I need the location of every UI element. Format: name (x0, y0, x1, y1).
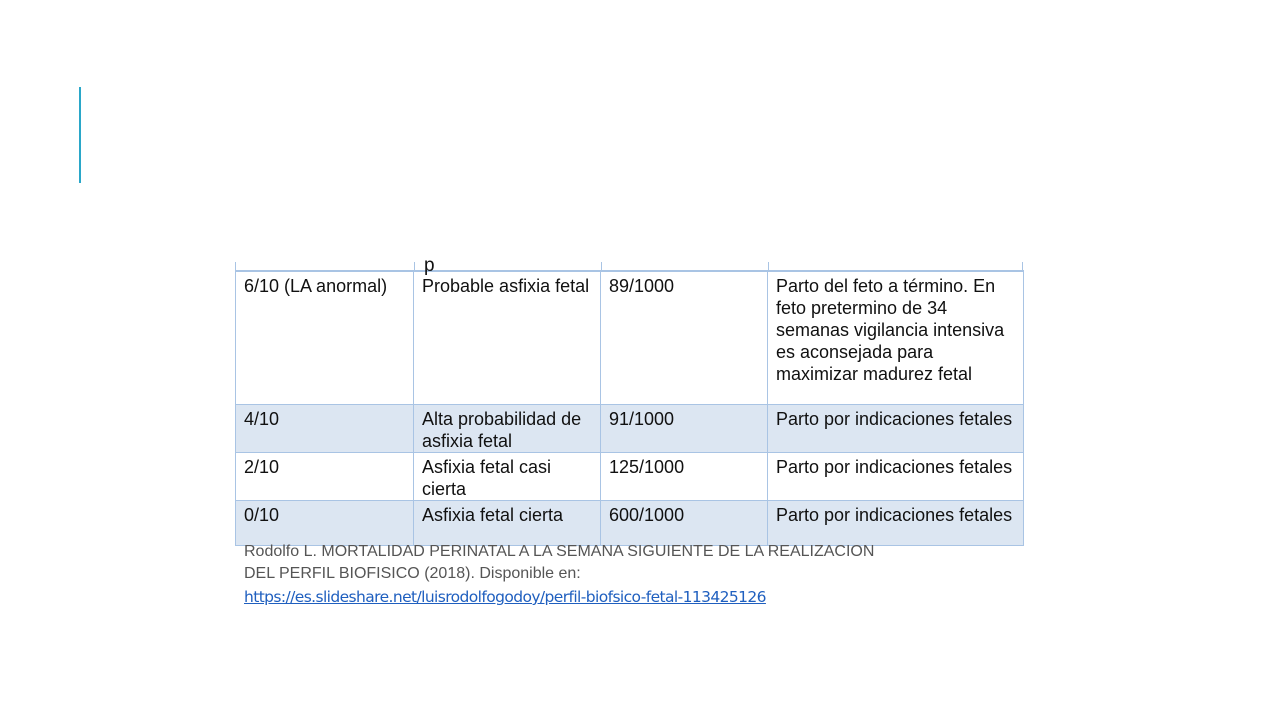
table-row (236, 452, 1024, 500)
mortality-cell: 125/1000 (601, 452, 768, 500)
table-row (236, 404, 1024, 452)
table-row (236, 500, 1024, 545)
management-cell: Parto por indicaciones fetales (768, 452, 1024, 500)
mortality-cell: 600/1000 (601, 500, 768, 545)
interpretation-cell: Asfixia fetal casi cierta (414, 452, 601, 500)
citation-line: Rodolfo L. MORTALIDAD PERINATAL A LA SEMANA SIGUIENTE DE LA REALIZACION (244, 543, 875, 560)
mortality-cell: 91/1000 (601, 404, 768, 452)
cropped-text-fragment: p (424, 255, 435, 276)
accent-bar (79, 87, 81, 183)
score-cell: 4/10 (236, 404, 414, 452)
management-cell: Parto por indicaciones fetales (768, 404, 1024, 452)
management-cell: Parto por indicaciones fetales (768, 500, 1024, 545)
score-cell: 6/10 (LA anormal) (236, 271, 414, 404)
cell-divider (601, 262, 602, 270)
cropped-top-row (235, 255, 1023, 276)
cell-divider (414, 262, 415, 270)
cell-divider (768, 262, 769, 270)
source-link[interactable]: https://es.slideshare.net/luisrodolfogodoy/perfil-biofsico-fetal-113425126 (244, 588, 766, 606)
management-cell: Parto del feto a término. En feto pretermino de 34 semanas vigilancia intensiva es aconsejada para maximizar madurez fetal (768, 271, 1024, 404)
score-cell: 0/10 (236, 500, 414, 545)
table-row (236, 271, 1024, 404)
citation-line: DEL PERFIL BIOFISICO (2018). Disponible en: (244, 565, 581, 582)
mortality-cell: 89/1000 (601, 271, 768, 404)
interpretation-cell: Probable asfixia fetal (414, 271, 601, 404)
score-cell: 2/10 (236, 452, 414, 500)
biophysical-profile-table (235, 255, 1023, 546)
source-citation (244, 541, 944, 608)
score-table (235, 270, 1024, 546)
interpretation-cell: Asfixia fetal cierta (414, 500, 601, 545)
interpretation-cell: Alta probabilidad de asfixia fetal (414, 404, 601, 452)
